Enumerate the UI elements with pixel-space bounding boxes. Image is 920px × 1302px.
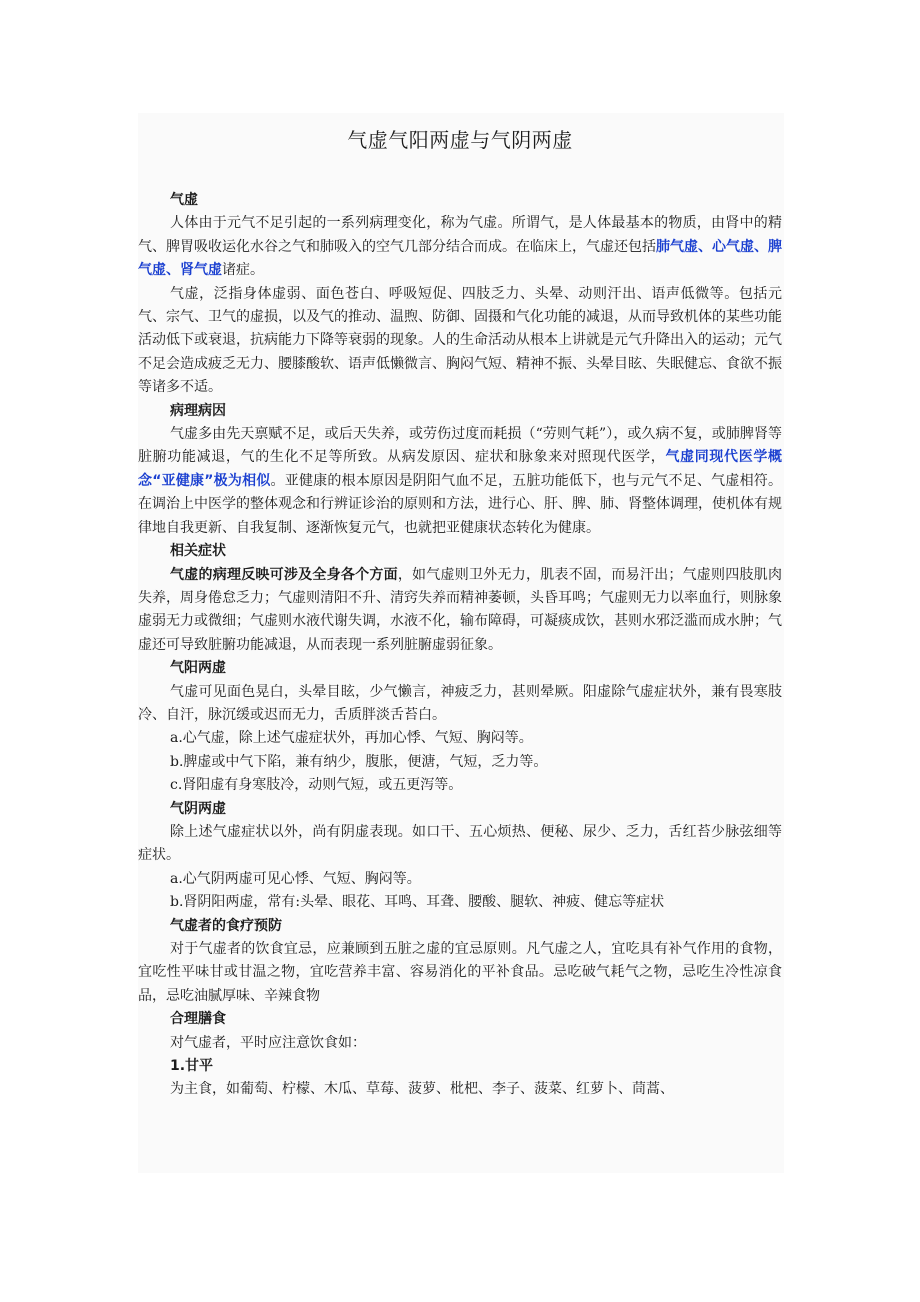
- list-item: a.心气阴两虚可见心悸、气短、胸闷等。: [170, 870, 421, 887]
- section-heading-shanshi: 合理膳食: [170, 1011, 226, 1028]
- section-heading-shiliao: 气虚者的食疗预防: [170, 917, 282, 934]
- bold-text: 气虚的病理反映可涉及全身各个方面: [170, 566, 398, 583]
- paragraph: [138, 564, 782, 658]
- section-heading-bingyin: 病理病因: [170, 402, 226, 419]
- list-item: a.心气虚，除上述气虚症状外，再加心悸、气短、胸闷等。: [170, 730, 533, 747]
- paragraph: [138, 212, 782, 282]
- list-item: c.肾阳虚有身寒肢冷，动则气短，或五更泻等。: [170, 777, 463, 794]
- text-run: 诸症。: [222, 262, 264, 279]
- paragraph: 气虚，泛指身体虚弱、面色苍白、呼吸短促、四肢乏力、头晕、动则汗出、语声低微等。包括元气、宗气、卫气的虚损，以及气的推动、温煦、防御、固摄和气化功能的减退，从而导致机体的某些功能活动低下或衰退，抗病能力下降等衰弱的现象。人的生命活动从根本上讲就是元气升降出入的运动；元气不足会造成疲乏无力、腰膝酸软、语声低懒微言、胸闷气短、精神不振、头晕目眩、失眠健忘、食欲不振等诸多不适。: [138, 285, 782, 396]
- highlight-text: 气虚同现代医学概念“亚健康”极为相似: [138, 449, 783, 489]
- text-run: ，如气虚则卫外无力，肌表不固，而易汗出；气虚则四肢肌肉失养，周身倦怠乏力；气虚则清阳不升、清窍失养而精神萎顿，头昏耳鸣；气虚则无力以率血行，则脉象虚弱无力或微细；气虚则水液代谢失调，水液不化，输布障碍，可凝痰成饮，甚则水邪泛滥而成水肿；气虚还可导致脏腑功能减退，从而表现一系列脏腑虚弱征象。: [138, 566, 783, 653]
- subheading-ganping: 1.甘平: [170, 1058, 214, 1075]
- paragraph: 对气虚者，平时应注意饮食如：: [170, 1034, 366, 1051]
- text-run: 气虚多由先天禀赋不足，或后天失养，或劳伤过度而耗损（“劳则气耗”），或久病不复，或肺脾肾等脏腑功能减退，气的生化不足等所致。从病发原因、症状和脉象来对照现代医学，: [138, 426, 782, 466]
- paragraph: [138, 423, 782, 540]
- text-run: 人体由于元气不足引起的一系列病理变化，称为气虚。所谓气，是人体最基本的物质，由肾中的精气、脾胃吸收运化水谷之气和肺吸入的空气几部分结合而成。在临床上，气虚还包括: [138, 215, 782, 255]
- section-heading-zhengzhuang: 相关症状: [170, 543, 226, 560]
- highlight-text: 肺气虚、心气虚、脾气虚、肾气虚: [138, 238, 782, 279]
- section-heading-qiyang: 气阳两虚: [170, 660, 226, 677]
- paragraph: 除上述气虚症状以外，尚有阴虚表现。如口干、五心烦热、便秘、尿少、乏力，舌红苔少脉弦细等症状。: [138, 823, 782, 864]
- page-title: 气虚气阳两虚与气阴两虚: [347, 128, 573, 152]
- list-item: b.肾阴阳两虚，常有:头晕、眼花、耳鸣、耳聋、腰酸、腿软、神疲、健忘等症状: [170, 894, 665, 911]
- paragraph: 对于气虚者的饮食宜忌，应兼顾到五脏之虚的宜忌原则。凡气虚之人，宜吃具有补气作用的食物，宜吃性平味甘或甘温之物，宜吃营养丰富、容易消化的平补食品。忌吃破气耗气之物，忌吃生冷性凉食品，忌吃油腻厚味、辛辣食物: [138, 941, 782, 1004]
- paragraph: 为主食，如葡萄、柠檬、木瓜、草莓、菠萝、枇杷、李子、菠菜、红萝卜、茼蒿、: [170, 1081, 674, 1098]
- section-heading-qixu: 气虚: [170, 192, 198, 208]
- list-item: b.脾虚或中气下陷，兼有纳少，腹胀，便溏，气短，乏力等。: [170, 753, 548, 770]
- section-heading-qiyin: 气阴两虚: [170, 800, 226, 817]
- text-run: 。亚健康的根本原因是阴阳气血不足，五脏功能低下，也与元气不足、气虚相符。在调治上中医学的整体观念和行辨证诊治的原则和方法，进行心、肝、脾、肺、肾整体调理，使机体有规律地自我更新、自我复制、逐渐恢复元气，也就把亚健康状态转化为健康。: [138, 472, 783, 536]
- document-page: [138, 113, 784, 1173]
- paragraph: 气虚可见面色晃白，头晕目眩，少气懒言，神疲乏力，甚则晕厥。阳虚除气虚症状外，兼有畏寒肢冷、自汗，脉沉缓或迟而无力，舌质胖淡舌苔白。: [138, 683, 782, 723]
